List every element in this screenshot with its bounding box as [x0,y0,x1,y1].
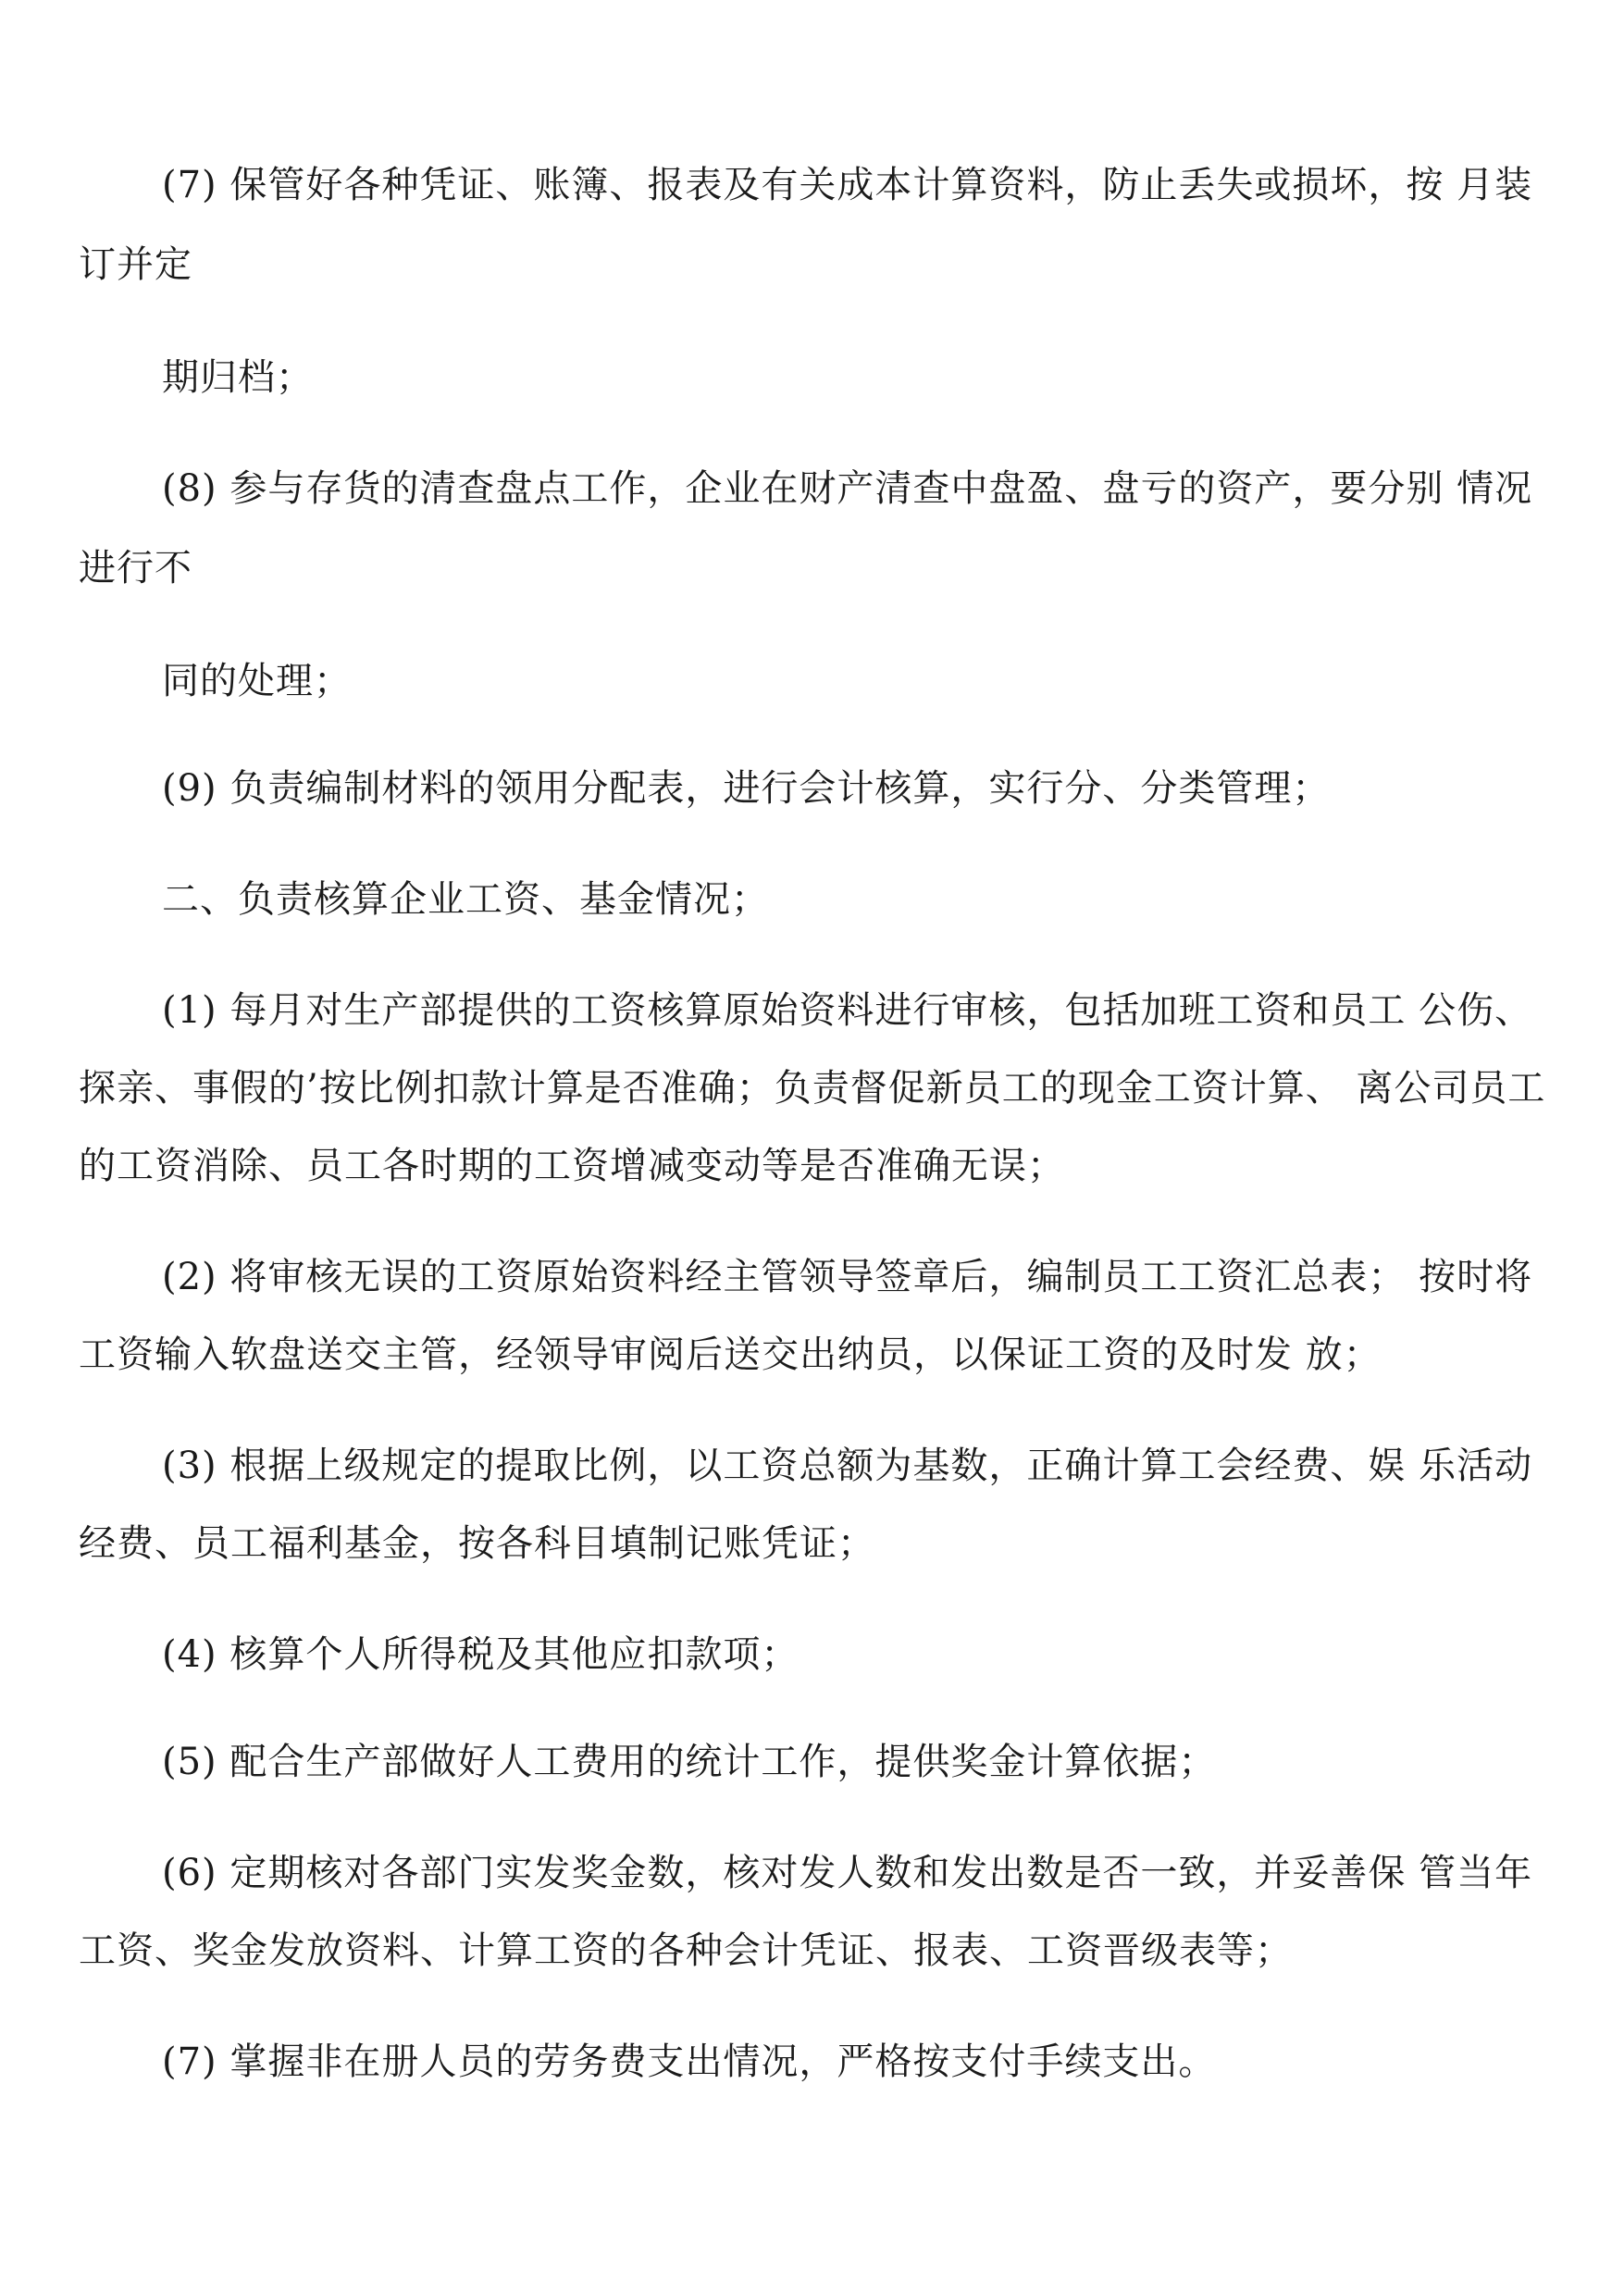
text-line: (5) 配合生产部做好人工费用的统计工作，提供奖金计算依据； [162,1741,1217,1783]
text-line: 探亲、事假的’按比例扣款计算是否准确；负责督促新员工的现金工资计算、 离公司员工 [79,1067,1546,1110]
text-line: (4) 核算个人所得税及其他应扣款项； [162,1633,800,1676]
text-line: (6) 定期核对各部门实发奖金数，核对发人数和发出数是否一致，并妥善保 管当年 [162,1852,1533,1894]
text-line: (8) 参与存货的清查盘点工作，企业在财产清查中盘盈、盘亏的资产，要分别 情况 [162,467,1533,510]
text-line: (1) 每月对生产部提供的工资核算原始资料进行审核，包括加班工资和员工 公伤、 [162,989,1533,1032]
text-line: (3) 根据上级规定的提取比例，以工资总额为基数，正确计算工会经费、娱 乐活动 [162,1445,1533,1487]
text-line: 同的处理； [162,660,352,702]
text-line: 工资、奖金发放资料、计算工资的各种会计凭证、报表、工资晋级表等； [79,1929,1293,1972]
text-line: 经费、员工福利基金，按各科目填制记账凭证； [79,1522,875,1565]
text-line: (9) 负责编制材料的领用分配表，进行会计核算，实行分、分类管理； [162,767,1331,810]
text-line: 的工资消除、员工各时期的工资增减变动等是否准确无误； [79,1145,1065,1187]
text-line: 进行不 [79,547,192,589]
text-line: (2) 将审核无误的工资原始资料经主管领导签章后，编制员工工资汇总表； 按时将 [162,1256,1533,1298]
text-line: 订并定 [79,243,192,286]
text-line: (7) 保管好各种凭证、账簿、报表及有关成本计算资料，防止丢失或损坏，按 月装 [162,164,1533,206]
section-heading: 二、负责核算企业工资、基金情况； [162,878,769,921]
text-line: (7) 掌握非在册人员的劳务费支出情况，严格按支付手续支出。 [162,2041,1217,2083]
text-line: 期归档； [162,356,314,399]
text-line: 工资输入软盘送交主管，经领导审阅后送交出纳员，以保证工资的及时发 放； [79,1334,1382,1376]
